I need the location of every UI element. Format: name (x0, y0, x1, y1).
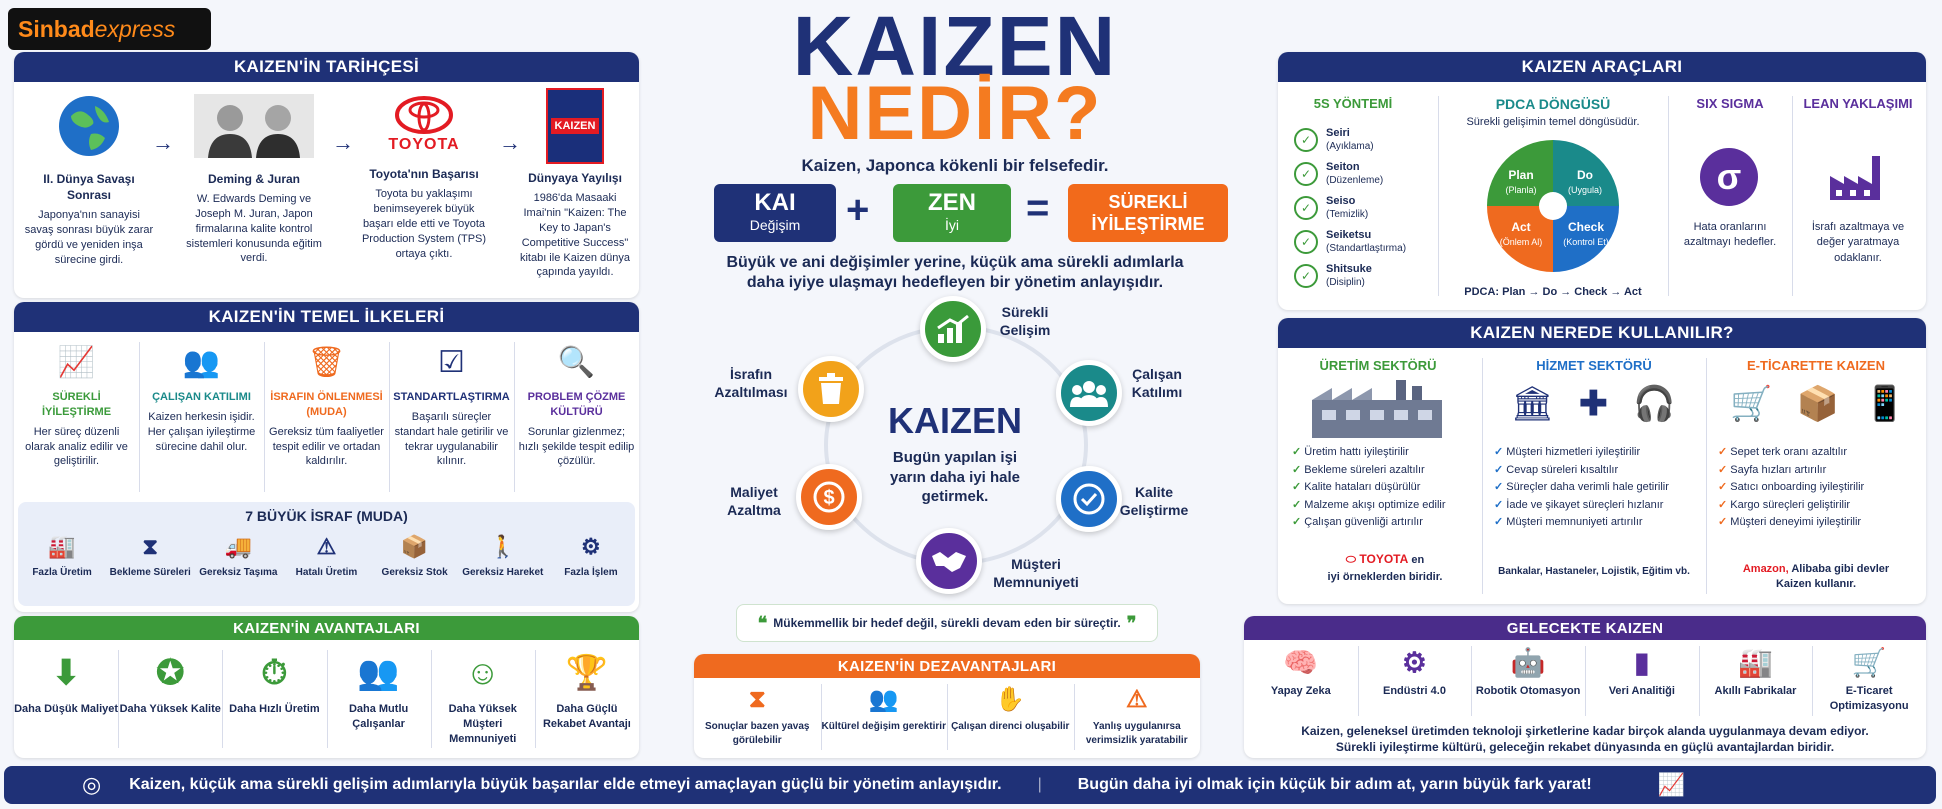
growth-chart-icon: 📈 (57, 345, 96, 379)
bar-chart-icon: ▮ (1634, 647, 1650, 679)
brand-logo-name: Sinbad (18, 15, 95, 42)
tools-title: KAIZEN ARAÇLARI (1278, 52, 1926, 82)
future-label: Robotik Otomasyon (1475, 685, 1581, 697)
ecommerce-item: ✓ Kargo süreçleri geliştirilir (1718, 497, 1918, 515)
hero-title-line1: KAIZEN (792, 0, 1118, 93)
service-item: ✓ Süreçler daha verimli hale getirilir (1494, 479, 1702, 497)
history-step (519, 94, 631, 280)
divider (1482, 358, 1483, 594)
growth-chart-icon: 📈 (1657, 772, 1686, 797)
divider (431, 650, 432, 748)
5s-name: Seiton (1326, 161, 1360, 174)
future-label: Yapay Zeka (1270, 685, 1331, 697)
history-step-title: Deming & Juran (207, 171, 300, 186)
future-item (1812, 646, 1926, 714)
quote-text: Mükemmellik bir hedef değil, sürekli devam eden bir süreçtir. (773, 616, 1121, 630)
advantages-panel (14, 616, 639, 758)
advantage-label: Daha Yüksek Kalite (119, 703, 221, 715)
cycle-center-title: KAIZEN (888, 400, 1022, 441)
divider (327, 650, 328, 748)
advantage-label: Daha Mutlu Çalışanlar (348, 703, 409, 730)
future-item (1358, 646, 1472, 699)
cycle-node-cost (796, 464, 862, 530)
5s-name: Seiso (1326, 195, 1356, 208)
portrait-icon (194, 94, 314, 158)
cycle-label: İsrafın Azaltılması (714, 366, 788, 400)
advantage-label: Daha Düşük Maliyet (14, 703, 119, 715)
cycle-label: Çalışan Katılımı (1131, 366, 1183, 400)
magnifier-icon: 🔍 (557, 345, 596, 379)
5s-name: Seiri (1326, 127, 1350, 140)
principle-item (393, 342, 510, 469)
divider (139, 342, 140, 492)
clock-icon: ⏱ (261, 654, 288, 693)
brand-logo-suffix: express (94, 15, 176, 42)
mobile-icon: 📱 (1863, 385, 1906, 423)
principle-title: PROBLEM ÇÖZME KÜLTÜRÜ (527, 391, 626, 418)
six-sigma-title: SIX SIGMA (1696, 96, 1764, 111)
muda-label: Fazla İşlem (564, 567, 618, 578)
cycle-label: Sürekli Gelişim (999, 304, 1051, 338)
muda-label: Bekleme Süreleri (109, 567, 191, 578)
service-note: Bankalar, Hastaneler, Lojistik, Eğitim vb. (1498, 566, 1690, 577)
muda-item (459, 532, 547, 580)
clean-icon: ✓ (1294, 196, 1318, 220)
principle-title: STANDARTLAŞTIRMA (393, 391, 510, 403)
six-sigma-text: Hata oranlarını azaltmayı hedefler. (1683, 221, 1777, 249)
divider (1585, 646, 1586, 716)
tools-panel (1278, 52, 1926, 310)
future-text-2: Sürekli iyileştirme kültürü, geleceğin rekabet dünyasında en güçlü avantajlardan biridir. (1335, 740, 1835, 754)
principles-title: KAIZEN'İN TEMEL İLKELERİ (14, 302, 639, 332)
result-box: SÜREKLİ İYİLEŞTİRME (1068, 184, 1228, 242)
walking-icon: 🚶 (489, 534, 517, 560)
quote-box (736, 604, 1158, 642)
5s-text (1326, 263, 1372, 288)
equals-icon: = (1026, 186, 1050, 230)
checklist-icon: ☑ (438, 345, 465, 379)
divider (1358, 646, 1359, 716)
history-panel (14, 52, 639, 298)
muda-title: 7 BÜYÜK İSRAF (MUDA) (245, 508, 408, 524)
future-item (1244, 646, 1358, 699)
history-step (24, 94, 154, 268)
disadvantages-title: KAIZEN'İN DEZAVANTAJLARI (694, 654, 1200, 678)
future-label: Veri Analitiği (1608, 685, 1675, 697)
principle-title: İSRAFIN ÖNLENMESİ (MUDA) (270, 391, 383, 418)
book-title: KAIZEN (551, 118, 600, 135)
5s-text (1326, 127, 1374, 152)
pdca-plan-sub: (Planla) (1505, 185, 1537, 195)
divider (222, 650, 223, 748)
bank-icon: 🏛 (1510, 385, 1554, 423)
disadvantage-label: Yanlış uygulanırsa verimsizlik yaratabilir (1085, 721, 1188, 746)
toyota-logo: ⬭ TOYOTA (1345, 552, 1409, 566)
pdca-title: PDCA DÖNGÜSÜ (1495, 96, 1611, 112)
kai-label: KAI (754, 189, 796, 216)
ecommerce-title: E-TİCARETTE KAIZEN (1747, 358, 1885, 373)
production-item: ✓ Bekleme süreleri azaltılır (1292, 462, 1478, 480)
divider (264, 342, 265, 492)
service-title: HİZMET SEKTÖRÜ (1536, 358, 1652, 373)
principle-text: Her süreç düzenli olarak analiz edilir ve geliştirilir. (25, 425, 128, 468)
sigma-icon: σ (1700, 148, 1758, 206)
service-icons (1498, 384, 1688, 424)
cycle-center-desc: Bugün yapılan işi yarın daha iyi hale getirmek. (889, 449, 1021, 505)
5s-item (1294, 260, 1434, 292)
production-list (1292, 444, 1478, 532)
5s-item (1294, 192, 1434, 224)
pdca-plan-label: Plan (1508, 168, 1534, 182)
5s-name: Shitsuke (1326, 263, 1372, 276)
footer-divider: | (1037, 776, 1042, 793)
service-item: ✓ İade ve şikayet süreçleri hızlanır (1494, 497, 1702, 515)
stop-icon: ✋ (995, 685, 1026, 713)
hourglass-icon: ⧗ (748, 685, 766, 713)
pdca-act-sub: (Önlem Al) (1499, 237, 1543, 247)
factory-icon: 🏭 (48, 534, 76, 560)
trash-icon (817, 373, 845, 405)
warning-icon: ⚠ (1125, 685, 1148, 713)
lean-title: LEAN YAKLAŞIMI (1803, 96, 1913, 111)
ecommerce-icons (1718, 384, 1918, 424)
hero-description-1: Büyük ve ani değişimler yerine, küçük ama sürekli adımlarla (726, 254, 1184, 271)
advantage-item (14, 652, 118, 717)
robot-icon: 🤖 (1510, 647, 1546, 679)
disadvantage-item (1074, 684, 1201, 747)
divider (389, 342, 390, 492)
team-icon: 👥 (357, 654, 400, 693)
advantage-item (222, 652, 326, 717)
pdca-check (1558, 220, 1614, 248)
future-item (1585, 646, 1699, 699)
pdca-plan (1496, 168, 1546, 196)
ecommerce-note-2: Kaizen kullanır. (1775, 578, 1857, 591)
zen-box (893, 184, 1011, 242)
discipline-icon: ✓ (1294, 264, 1318, 288)
brain-icon: 🧠 (1283, 647, 1319, 679)
service-list (1494, 444, 1702, 532)
dollar-down-icon: ⬇ (51, 654, 81, 693)
cycle-label: Maliyet Azaltma (727, 484, 781, 518)
disadvantage-label: Kültürel değişim gerektirir (821, 721, 946, 732)
muda-item (282, 532, 370, 580)
footer-bar (4, 766, 1936, 804)
cycle-label: Kalite Geliştirme (1119, 484, 1189, 518)
hero-title-line2: NEDİR? (807, 71, 1103, 156)
ecommerce-note (1708, 562, 1924, 593)
muda-label: Hatalı Üretim (295, 567, 358, 578)
toyota-note: en (1411, 554, 1425, 566)
history-step-text: 1986'da Masaaki Imai'nin "Kaizen: The Key to Japan's Competitive Success" kitabı ile Kaizen dünya çapında yayıldı. (519, 192, 631, 279)
target-icon: ◎ (82, 772, 102, 797)
muda-item (547, 532, 635, 580)
principle-text: Kaizen herkesin işidir. Her çalışan iyileştirme sürecine dahil olur. (147, 410, 256, 453)
disadvantages-panel (694, 654, 1200, 758)
usage-title: KAIZEN NEREDE KULLANILIR? (1278, 318, 1926, 348)
cycle-node-improvement (920, 296, 986, 362)
principle-item (268, 342, 385, 469)
factory-icon (1828, 150, 1888, 202)
history-step-text: W. Edwards Deming ve Joseph M. Juran, Japon firmalarına kalite kontrol sistemleri konusunda eğitim verdi. (186, 193, 322, 265)
future-label: Akıllı Fabrikalar (1714, 685, 1797, 697)
disadvantage-item (821, 684, 948, 734)
principle-item (18, 342, 135, 469)
zen-label: ZEN (928, 189, 976, 216)
toyota-logo-text: TOYOTA (388, 136, 460, 154)
production-title: ÜRETİM SEKTÖRÜ (1319, 358, 1437, 373)
pdca-act-label: Act (1511, 220, 1531, 234)
principle-item (143, 342, 260, 454)
history-step-text: Japonya'nın sanayisi savaş sonrası büyük zarar gördü ve yeniden inşa sürecine girdi. (24, 209, 154, 266)
usage-panel (1278, 318, 1926, 604)
cycle-node-satisfaction (916, 528, 982, 594)
pdca-act (1494, 220, 1548, 248)
muda-item (371, 532, 459, 580)
principles-panel (14, 302, 639, 612)
history-step-title: Toyota'nın Başarısı (369, 167, 479, 181)
toyota-logo (359, 94, 489, 158)
5s-name: Seiketsu (1326, 229, 1372, 242)
footer-right-text: Bugün daha iyi olmak için küçük bir adım at, yarın büyük fark yarat! (1077, 776, 1592, 793)
pdca-check-sub: (Kontrol Et) (1563, 237, 1609, 247)
future-item (1471, 646, 1585, 699)
muda-item (18, 532, 106, 580)
pdca-flow: PDCA: Plan → Do → Check → Act (1464, 286, 1642, 298)
muda-label: Gereksiz Stok (381, 567, 448, 578)
amazon-name: Amazon, (1742, 563, 1789, 575)
5s-item (1294, 158, 1434, 190)
disadvantage-item (694, 684, 821, 747)
service-item: ✓ Müşteri hizmetleri iyileştirilir (1494, 444, 1702, 462)
trophy-icon: 🏆 (565, 654, 609, 693)
5s-title: 5S YÖNTEMİ (1313, 96, 1393, 111)
package-icon: 📦 (1796, 385, 1840, 423)
hospital-icon: ✚ (1579, 385, 1608, 423)
gears-icon: ⚙ (581, 534, 601, 560)
history-step (184, 94, 324, 266)
cycle-label: Müşteri Memnuniyeti (993, 556, 1079, 590)
5s-item (1294, 226, 1434, 258)
kai-meaning: Değişim (749, 217, 801, 233)
advantages-title: KAIZEN'İN AVANTAJLARI (14, 616, 639, 640)
arrow-right-icon: → (152, 130, 174, 155)
smile-icon: ☺ (465, 654, 501, 693)
arrow-right-icon: → (499, 130, 521, 155)
box-icon: 📦 (400, 534, 429, 560)
pdca-cycle-icon (1483, 136, 1623, 276)
headset-icon: 🎧 (1632, 385, 1676, 423)
disadvantage-label: Çalışan direnci oluşabilir (951, 721, 1070, 732)
kai-box (714, 184, 836, 242)
ecommerce-list (1718, 444, 1918, 532)
pdca-subtitle: Sürekli gelişimin temel döngüsüdür. (1466, 116, 1640, 128)
zen-meaning: İyi (945, 217, 959, 233)
5s-sub: (Temizlik) (1326, 208, 1369, 220)
medal-icon: ✪ (155, 654, 185, 693)
toyota-note-2: iyi örneklerden biridir. (1327, 570, 1443, 583)
5s-sub: (Disiplin) (1326, 276, 1365, 288)
quality-badge-icon (1072, 482, 1106, 516)
advantage-item (535, 652, 639, 732)
cart-icon: 🛒 (1730, 385, 1773, 423)
production-item: ✓ Malzeme akışı optimize edilir (1292, 497, 1478, 515)
5s-item (1294, 124, 1434, 156)
robot-arm-icon: ⚙ (1401, 647, 1428, 679)
growth-chart-icon (936, 314, 970, 344)
service-item: ✓ Cevap süreleri kısaltılır (1494, 462, 1702, 480)
advantage-item (118, 652, 222, 717)
team-icon: 👥 (182, 345, 221, 379)
5s-sub: (Ayıklama) (1326, 140, 1374, 152)
handshake-icon (930, 548, 968, 574)
principle-text: Başarılı süreçler standart hale getirilir ve tekrar uygulanabilir kılınır. (394, 410, 509, 468)
svg-text:$: $ (823, 487, 835, 509)
5s-sub: (Standartlaştırma) (1326, 242, 1407, 254)
history-step-text: Toyota bu yaklaşımı benimseyerek büyük başarı elde etti ve Toyota Production System (TPS) ortaya çıktı. (361, 188, 487, 260)
divider (821, 684, 822, 750)
production-item: ✓ Kalite hataları düşürülür (1292, 479, 1478, 497)
future-item (1699, 646, 1813, 699)
future-panel (1244, 616, 1926, 758)
principle-title: ÇALIŞAN KATILIMI (152, 391, 251, 403)
globe-icon (57, 94, 121, 158)
history-step (359, 94, 489, 261)
toyota-example (1292, 550, 1478, 585)
factory-icon (1312, 380, 1442, 438)
truck-icon: 🚚 (224, 534, 253, 560)
disadvantage-item (947, 684, 1074, 734)
team-icon (1070, 379, 1108, 407)
principle-text: Sorunlar gizlenmez; hızlı şekilde tespit edilip çözülür. (518, 425, 635, 468)
muda-label: Fazla Üretim (32, 567, 92, 578)
standard-icon: ✓ (1294, 230, 1318, 254)
advantage-label: Daha Hızlı Üretim (229, 703, 320, 715)
ecommerce-item: ✓ Satıcı onboarding iyileştirilir (1718, 479, 1918, 497)
muda-label: Gereksiz Hareket (462, 567, 544, 578)
ecommerce-item: ✓ Müşteri deneyimi iyileştirilir (1718, 514, 1918, 532)
pdca-do-label: Do (1577, 168, 1593, 182)
5s-sub: (Düzenleme) (1326, 174, 1384, 186)
divider (1699, 646, 1700, 716)
muda-item (106, 532, 194, 580)
future-label: Endüstri 4.0 (1383, 685, 1446, 697)
divider (1471, 646, 1472, 716)
divider (947, 684, 948, 750)
5s-text (1326, 195, 1368, 220)
disadvantage-label: Sonuçlar bazen yavaş görülebilir (705, 721, 810, 746)
future-text-1: Kaizen, geleneksel üretimden teknoloji şirketlerine kadar birçok alanda uygulanmaya devam ediyor. (1301, 724, 1869, 738)
cart-icon: 🛒 (1851, 647, 1887, 679)
toyota-brand: TOYOTA (1359, 552, 1409, 566)
divider (1706, 358, 1707, 594)
muda-item (194, 532, 282, 580)
future-title: GELECEKTE KAIZEN (1244, 616, 1926, 640)
people-change-icon: 👥 (868, 685, 899, 713)
pdca-do (1560, 168, 1610, 196)
divider (535, 650, 536, 748)
organize-icon: ✓ (1294, 162, 1318, 186)
advantage-label: Daha Güçlü Rekabet Avantajı (542, 703, 631, 730)
divider (1074, 684, 1075, 750)
history-step-title: Dünyaya Yayılışı (528, 171, 622, 185)
production-item: ✓ Çalışan güvenliği artırılır (1292, 514, 1478, 532)
trash-icon: 🗑 (307, 345, 346, 379)
footer-left-text: Kaizen, küçük ama sürekli gelişim adımlarıyla büyük başarılar elde etmeyi amaçlayan güçlü bir yönetim anlayışıdır. (129, 776, 1002, 793)
advantage-item (431, 652, 535, 747)
smart-factory-icon: 🏭 (1738, 647, 1773, 679)
divider (1812, 646, 1813, 716)
5s-text (1326, 229, 1406, 254)
brand-logo (8, 8, 211, 50)
divider (514, 342, 515, 492)
principle-item (518, 342, 635, 469)
5s-text (1326, 161, 1383, 186)
hero-description-2: daha iyiye ulaşmayı hedefleyen bir yönetim anlayışıdır. (746, 274, 1164, 291)
advantage-item (327, 652, 431, 732)
muda-label: Gereksiz Taşıma (199, 567, 278, 578)
cycle-node-waste (798, 356, 864, 422)
divider (118, 650, 119, 748)
plus-icon: + (846, 188, 870, 232)
lean-text: İsrafı azaltmaya ve değer yaratmaya odaklanır. (1811, 221, 1905, 264)
book-icon (546, 88, 604, 164)
production-item: ✓ Üretim hattı iyileştirilir (1292, 444, 1478, 462)
quote-close-icon: ❞ (1126, 612, 1137, 633)
hourglass-icon: ⧗ (142, 534, 158, 560)
divider (1668, 96, 1669, 296)
pdca-check-label: Check (1567, 220, 1605, 234)
ecommerce-note-1: Alibaba gibi devler (1791, 563, 1890, 575)
warning-icon: ⚠ (316, 534, 337, 560)
divider (1438, 96, 1439, 296)
quote-open-icon: ❝ (757, 612, 768, 633)
dollar-icon (812, 480, 846, 514)
cycle-node-participation (1056, 360, 1122, 426)
divider (1792, 96, 1793, 296)
advantage-label: Daha Yüksek Müşteri Memnuniyeti (448, 703, 517, 745)
principle-title: SÜREKLİ İYİLEŞTİRME (41, 391, 112, 418)
principle-text: Gereksiz tüm faaliyetler tespit edilir ve ortadan kaldırılır. (269, 425, 384, 468)
ecommerce-item: ✓ Sepet terk oranı azaltılır (1718, 444, 1918, 462)
arrow-right-icon: → (332, 130, 354, 155)
service-item: ✓ Müşteri memnuniyeti artırılır (1494, 514, 1702, 532)
history-title: KAIZEN'İN TARİHÇESİ (14, 52, 639, 82)
sort-icon: ✓ (1294, 128, 1318, 152)
history-step-title: II. Dünya Savaşı Sonrası (43, 171, 135, 203)
pdca-do-sub: (Uygula) (1567, 185, 1602, 195)
hero-subtitle: Kaizen, Japonca kökenli bir felsefedir. (801, 156, 1109, 175)
muda-box (18, 502, 635, 606)
future-label: E-Ticaret Optimizasyonu (1829, 685, 1909, 712)
ecommerce-item: ✓ Sayfa hızları artırılır (1718, 462, 1918, 480)
